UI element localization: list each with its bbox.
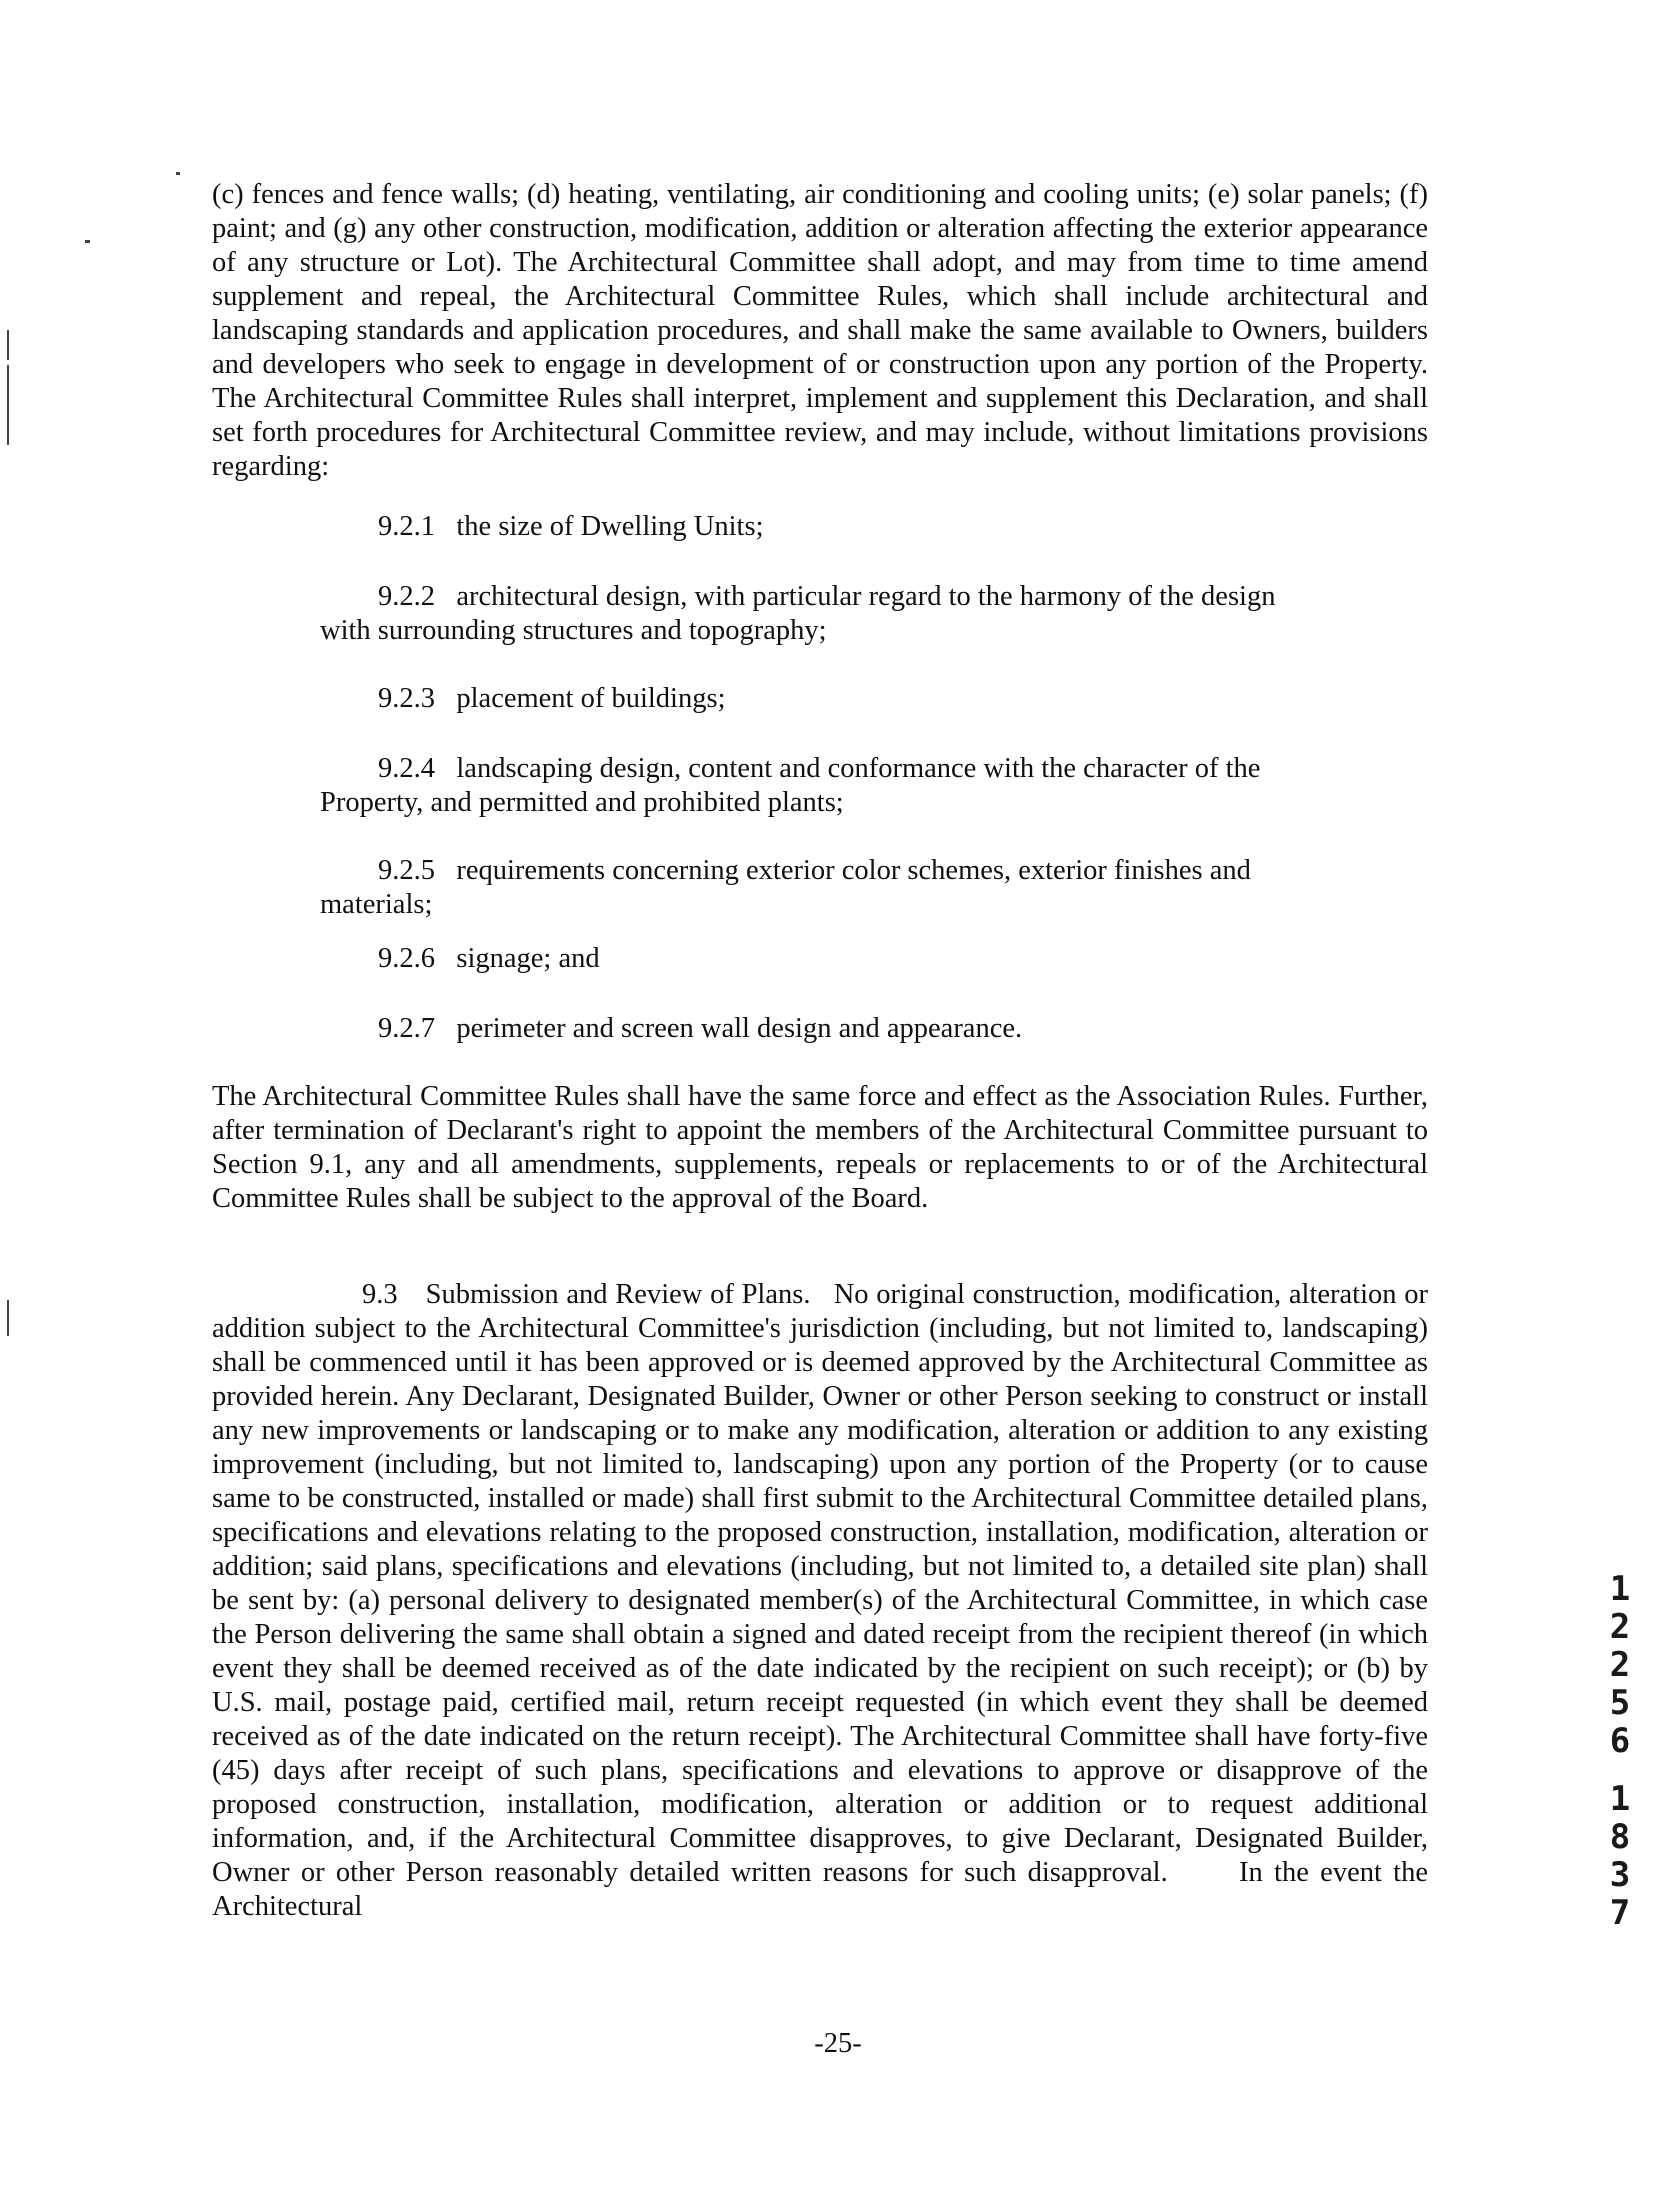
item-number: 9.2.5 — [378, 855, 435, 886]
item-text-continuation: with surrounding structures and topography; — [320, 615, 827, 646]
item-text: requirements concerning exterior color schemes, exterior finishes and — [456, 855, 1251, 886]
item-text-continuation: Property, and permitted and prohibited plants; — [320, 787, 844, 818]
section-title: Submission and Review of Plans. — [425, 1279, 811, 1310]
list-item-9-2-5 — [320, 854, 1418, 922]
item-text: architectural design, with particular regard to the harmony of the design — [456, 581, 1276, 612]
section-number: 9.3 — [362, 1279, 398, 1310]
rules-paragraph: The Architectural Committee Rules shall have the same force and effect as the Association Rules. Further, after termination of Declarant's right to appoint the members of the Architectural Committee pursuant to Section 9.1, any and all amendments, supplements, repeals or replacements to or of the Architectural Committee Rules shall be subject to the approval of the Board. — [212, 1081, 1428, 1214]
item-text: signage; and — [456, 943, 600, 974]
item-number: 9.2.4 — [378, 753, 435, 784]
section-9-3 — [212, 1278, 1428, 1924]
paragraph-continuation: (c) fences and fence walls; (d) heating, ventilating, air conditioning and cooling units; (e) solar panels; (f) paint; and (g) any other construction, modification, addition or alteration affecting the exterior appearance of any structure or Lot). The Architectural Committee shall adopt, and may from time to time amend supplement and repeal, the Architectural Committee Rules, which shall include architectural and landscaping standards and application procedures, and shall make the same available to Owners, builders and developers who seek to engage in development of or construction upon any portion of the Property. The Architectural Committee Rules shall interpret, implement and supplement this Declaration, and shall set forth procedures for Architectural Committee review, and may include, without limitations provisions regarding: — [212, 179, 1428, 482]
stamp-digit: 5 — [1609, 1683, 1631, 1723]
section-trailing: In the event the Architectural — [212, 1857, 1428, 1922]
stamp-digit: 2 — [1609, 1607, 1631, 1647]
side-stamp-top — [1602, 1570, 1638, 1760]
stamp-digit: 6 — [1609, 1721, 1631, 1761]
page-number: -25- — [814, 2028, 862, 2059]
list-item-9-2-1 — [378, 510, 1418, 544]
item-text: perimeter and screen wall design and appearance. — [456, 1013, 1023, 1044]
item-number: 9.2.7 — [378, 1013, 435, 1044]
scan-artifact — [176, 172, 180, 175]
item-text: landscaping design, content and conformance with the character of the — [456, 753, 1261, 784]
stamp-digit: 7 — [1609, 1893, 1631, 1933]
list-item-9-2-2 — [320, 580, 1418, 648]
item-text-continuation: materials; — [320, 889, 433, 920]
stamp-digit: 1 — [1609, 1779, 1631, 1819]
scan-artifact — [7, 1300, 9, 1336]
item-number: 9.2.3 — [378, 683, 435, 714]
stamp-digit: 2 — [1609, 1645, 1631, 1685]
scan-artifact — [7, 330, 9, 360]
item-number: 9.2.2 — [378, 581, 435, 612]
stamp-digit: 8 — [1609, 1817, 1631, 1857]
item-text: the size of Dwelling Units; — [456, 511, 764, 542]
list-item-9-2-3 — [378, 682, 1418, 716]
section-body: No original construction, modification, alteration or addition subject to the Architectural Committee's jurisdiction (including, but not limited to, landscaping) shall be commenced until it has been approved or is deemed approved by the Architectural Committee as provided herein. Any Declarant, Designated Builder, Owner or other Person seeking to construct or install any new improvements or landscaping or to make any modification, alteration or addition to any existing improvement (including, but not limited to, landscaping) upon any portion of the Property (or to cause same to be constructed, installed or made) shall first submit to the Architectural Committee detailed plans, specifications and elevations relating to the proposed construction, installation, modification, alteration or addition; said plans, specifications and elevations (including, but not limited to, a detailed site plan) shall be sent by: (a) personal delivery to designated member(s) of the Architectural Committee, in which case the Person delivering the same shall obtain a signed and dated receipt from the recipient thereof (in which event they shall be deemed received as of the date indicated by the recipient on such receipt); or (b) by U.S. mail, postage paid, certified mail, return receipt requested (in which event they shall be deemed received as of the date indicated on the return receipt). The Architectural Committee shall have forty-five (45) days after receipt of such plans, specifications and elevations to approve or disapprove of the proposed construction, installation, modification, alteration or addition or to request additional information, and, if the Architectural Committee disapproves, to give Declarant, Designated Builder, Owner or other Person reasonably detailed written reasons for such disapproval. — [212, 1279, 1429, 1888]
item-number: 9.2.1 — [378, 511, 435, 542]
stamp-digit: 3 — [1609, 1855, 1631, 1895]
list-item-9-2-4 — [320, 752, 1418, 820]
scan-artifact — [85, 240, 90, 243]
item-text: placement of buildings; — [456, 683, 726, 714]
scan-artifact — [7, 365, 9, 445]
list-item-9-2-6 — [378, 942, 1418, 976]
list-item-9-2-7 — [378, 1012, 1418, 1046]
side-stamp-bottom — [1602, 1780, 1638, 1932]
stamp-digit: 1 — [1609, 1569, 1631, 1609]
item-number: 9.2.6 — [378, 943, 435, 974]
